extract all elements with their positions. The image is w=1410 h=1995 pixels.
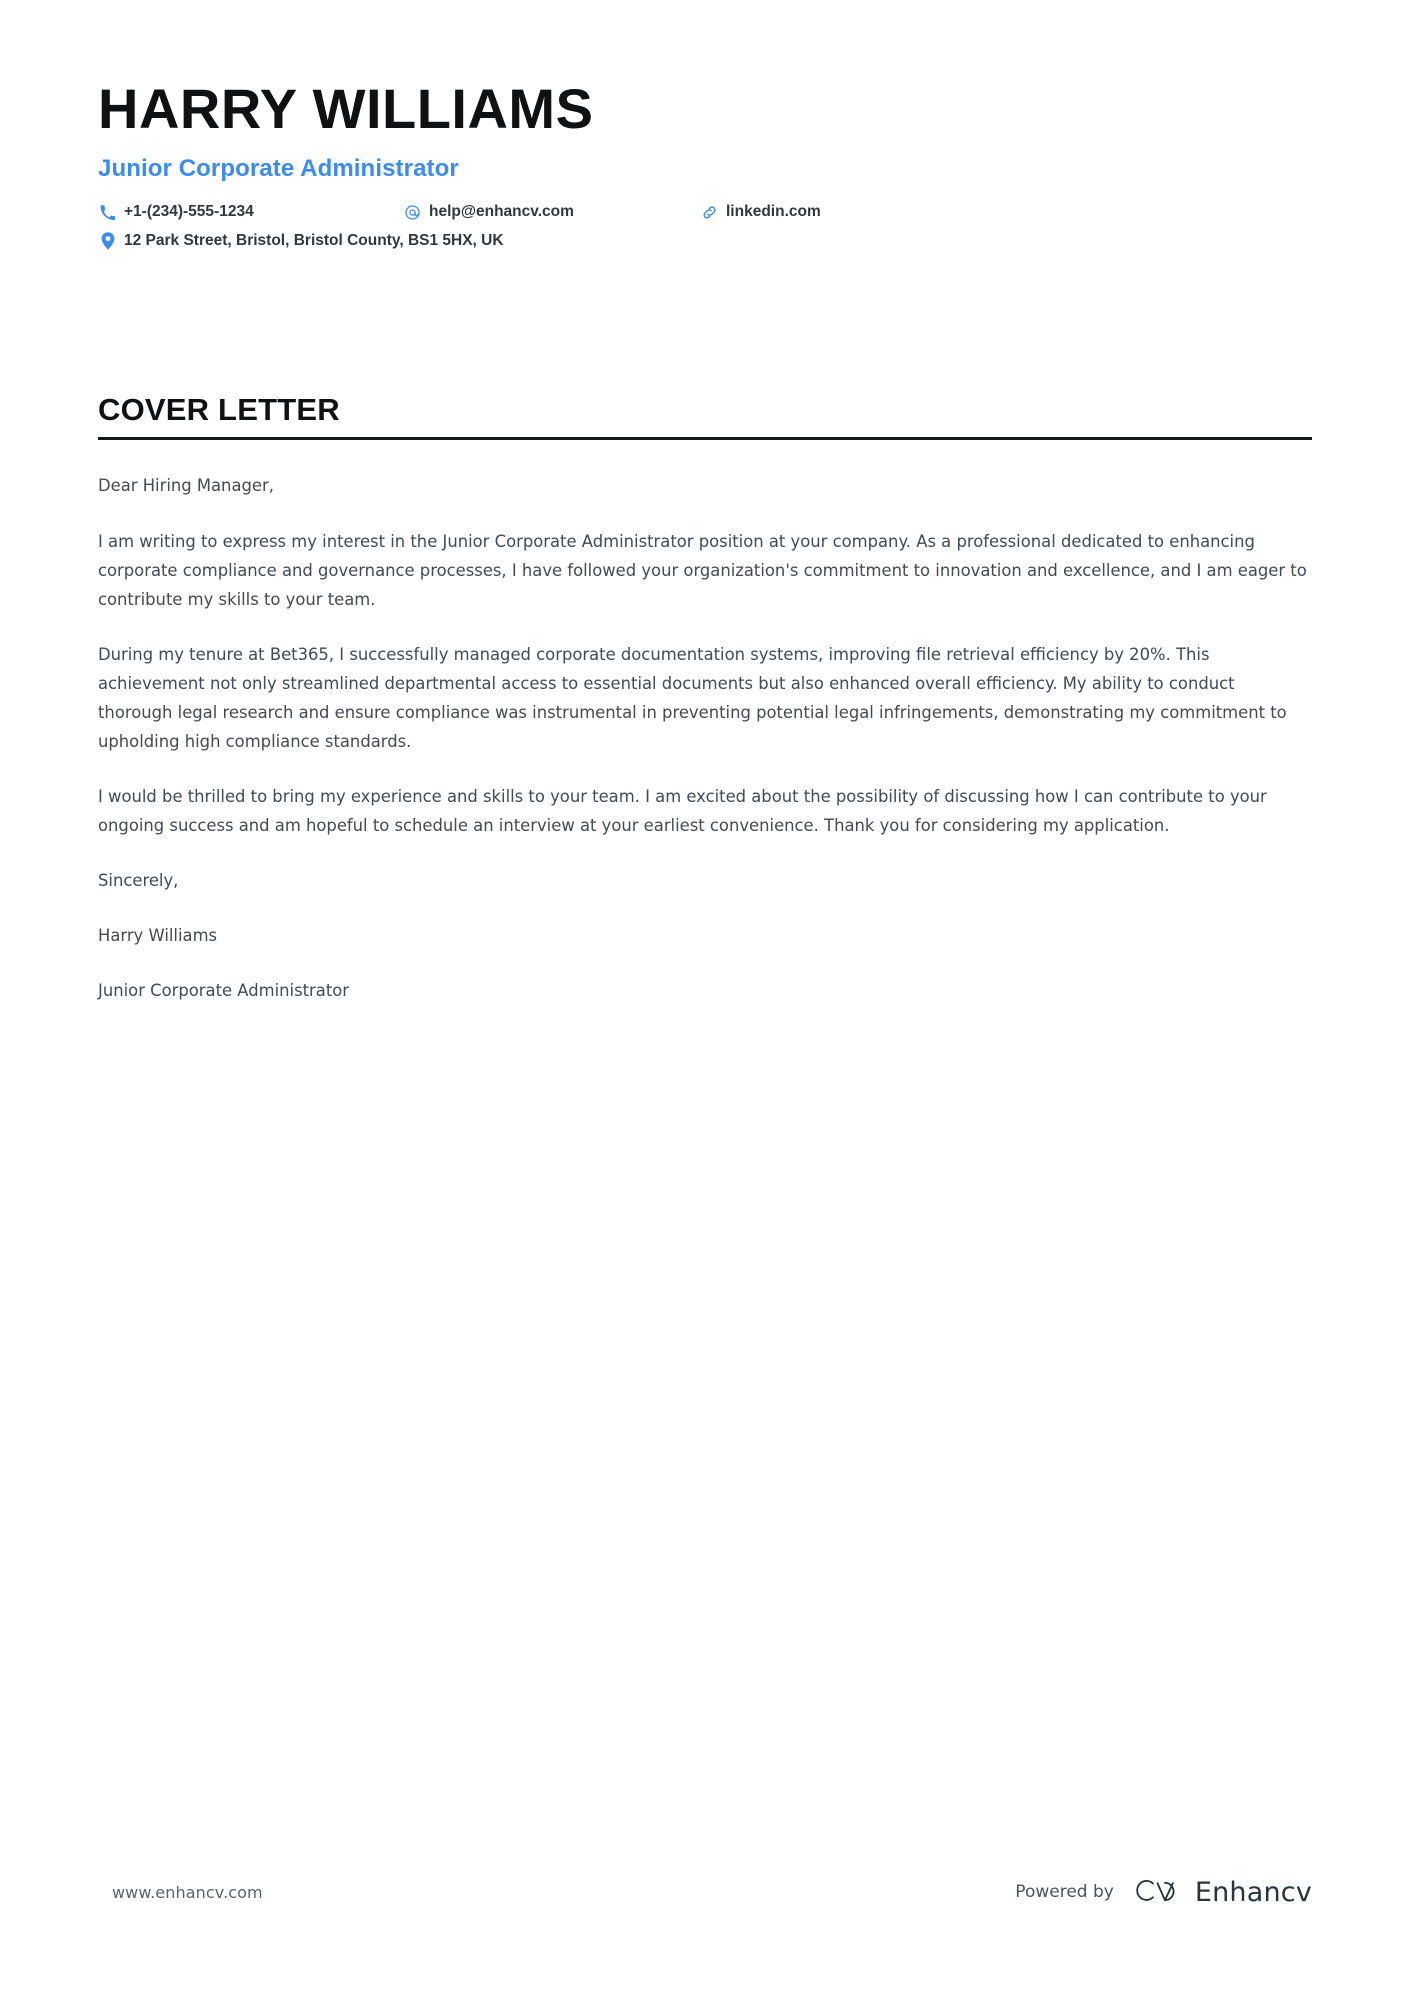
location-pin-icon [98,232,117,250]
brand-name: Enhancv [1194,1876,1312,1908]
contact-row-primary [98,202,1312,222]
contact-phone[interactable] [98,202,403,222]
contact-email[interactable] [403,202,700,222]
cover-letter-section [98,392,1312,1031]
letter-signature-name: Harry Williams [98,926,218,945]
section-title: COVER LETTER [98,392,340,427]
contact-phone-value: +1-(234)-555-1234 [124,203,254,220]
email-icon [403,203,422,221]
footer-branding [1015,1877,1312,1908]
candidate-name: HARRY WILLIAMS [98,77,594,140]
letter-salutation: Dear Hiring Manager, [98,476,274,495]
letter-closing: Sincerely, [98,871,179,890]
enhancv-infinity-logo-icon [1128,1877,1184,1907]
letter-signature-title: Junior Corporate Administrator [98,981,350,1000]
letter-paragraph-3: I would be thrilled to bring my experience and skills to your team. I am excited about the possibility of discussing how I can contribute to your ongoing success and am hopeful to schedule an interview at your earliest convenience. Thank you for considering my application. [98,787,1267,835]
contact-address [98,231,504,251]
letter-paragraph-1: I am writing to express my interest in the Junior Corporate Administrator position at your company. As a professional dedicated to enhancing corporate compliance and governance processes, I have followed your organization's commitment to innovation and excellence, and I am eager to contribute my skills to your team. [98,532,1307,609]
phone-icon [98,203,117,221]
powered-by-label: Powered by [1015,1882,1114,1902]
contact-address-value: 12 Park Street, Bristol, Bristol County, BS1 5HX, UK [124,232,504,249]
contact-row-address [98,231,1312,251]
section-divider [98,437,1312,440]
document-header [98,78,1312,260]
candidate-job-title: Junior Corporate Administrator [98,155,459,182]
brand-lockup [1128,1877,1312,1908]
contact-linkedin-value: linkedin.com [726,203,821,220]
letter-body [98,471,1312,1005]
contact-email-value: help@enhancv.com [429,203,574,220]
contact-linkedin[interactable] [700,202,821,222]
footer-website[interactable]: www.enhancv.com [112,1882,263,1902]
document-footer [0,1862,1410,1922]
link-icon [700,203,719,221]
contact-details [98,202,1312,251]
letter-paragraph-2: During my tenure at Bet365, I successfully managed corporate documentation systems, improving file retrieval efficiency by 20%. This achievement not only streamlined departmental access to essential documents but also enhanced overall efficiency. My ability to conduct thorough legal research and ensure compliance was instrumental in preventing potential legal infringements, demonstrating my commitment to upholding high compliance standards. [98,645,1287,751]
